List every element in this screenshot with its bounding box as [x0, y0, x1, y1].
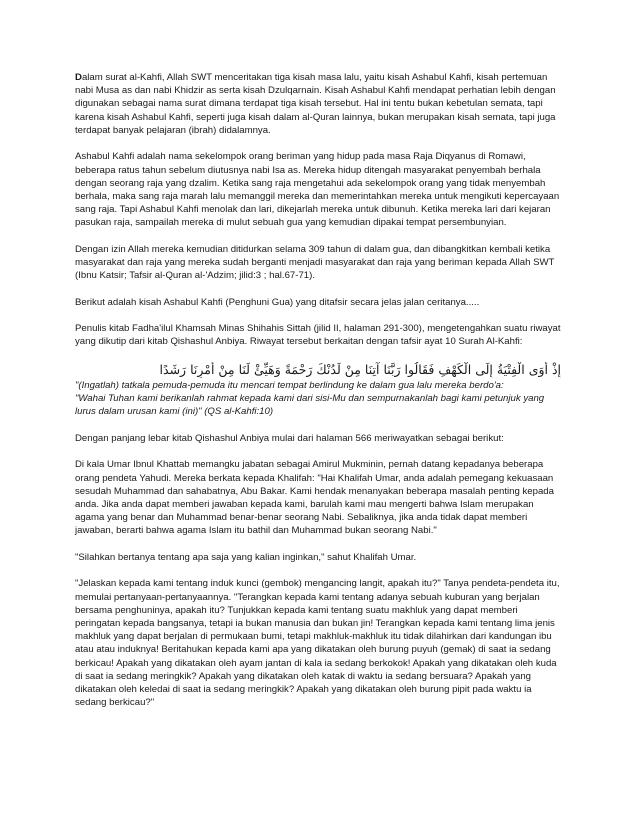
- qishashul-anbiya-paragraph: Dengan panjang lebar kitab Qishashul Anbiya mulai dari halaman 566 meriwayatkan sebagai berikut:: [75, 432, 504, 444]
- sleep-309-years-paragraph: Dengan izin Allah mereka kemudian ditidurkan selama 309 tahun di dalam gua, dan dibangkitkan kembali ketika masyarakat dan raja yang mereka sudah berganti menjadi masyarakat dan raja yang beriman kepada Allah SWT (Ibnu Katsir; Tafsir al-Quran al-'Adzim; jilid:3 ; hal.67-71).: [75, 243, 555, 282]
- story-intro-paragraph: Berikut adalah kisah Ashabul Kahfi (Penghuni Gua) yang ditafsir secara jelas jalan ceritanya.....: [75, 296, 480, 308]
- umar-paragraph: Di kala Umar Ibnul Khattab memangku jabatan sebagai Amirul Mukminin, pernah datang kepadanya beberapa orang pendeta Yahudi. Mereka berkata kepada Khalifah: "Hai Khalifah Umar, anda adalah pemegang kekuasaan sesudah Muhammad dan sahabatnya, Abu Bakar. Kami hendak menanyakan beberapa masalah penting kepada anda. Jika anda dapat memberi jawaban kepada kami, barulah kami mau mengerti bahwa Islam merupakan agama yang benar dan Muhammad benar-benar seorang Nabi. Sebaliknya, jika anda tidak dapat memberi jawaban, berarti bahwa agama Islam itu bathil dan Muhammad bukan seorang Nabi.": [75, 459, 554, 537]
- arabic-verse: إِذْ أَوَى الْفِتْيَةُ إِلَى الْكَهْفِ فَقَالُوا رَبَّنَا آتِنَا مِنْ لَدُنْكَ رَحْمَةً وَهَيِّئْ لَنَا مِنْ أَمْرِنَا رَشَدًا: [159, 361, 561, 377]
- questions-paragraph: "Jelaskan kepada kami tentang induk kunci (gembok) mengancing langit, apakah itu?" Tanya pendeta-pendeta itu, memulai pertanyaan-pertanyaannya. "Terangkan kepada kami tentang adanya sebuah kuburan yang berjalan bersama penghuninya, apakah itu? Tunjukkan kepada kami tentang suatu makhluk yang dapat memberi peringatan kepada bangsanya, tetapi ia bukan manusia dan bukan jin! Terangkan kepada kami tentang lima jenis makhluk yang dapat berjalan di permukaan bumi, tetapi makhluk-makhluk itu tidak dilahirkan dari kandungan ibu atau atau induknya! Beritahukan kepada kami apa yang dikatakan oleh burung puyuh (gemak) di saat ia sedang berkicau! Apakah yang dikatakan oleh ayam jantan di kala ia sedang berkokok! Apakah yang dikatakan oleh kuda di saat ia sedang meringkik? Apakah yang dikatakan oleh katak di waktu ia sedang bersuara? Apakah yang dikatakan oleh keledai di saat ia sedang meringkik? Apakah yang dikatakan oleh burung pipit pada waktu ia sedang berkicau?": [75, 578, 560, 709]
- intro-text: alam surat al-Kahfi, Allah SWT menceritakan tiga kisah masa lalu, yaitu kisah Ashabul Kahfi, kisah pertemuan nabi Musa as dan nabi Khidzir as serta kisah Dzulqarnain. Kisah Ashabul Kahfi mendapat perhatian lebih dengan digunakan sebagai nama surat dimana terdapat tiga kisah tersebut. Hal ini tentu bukan kebetulan semata, tapi karena kisah Ashabul Kahfi, seperti juga kisah dalam al-Quran lainnya, bukan merupakan kisah semata, tapi juga terdapat banyak pelajaran (ibrah) didalamnya.: [75, 72, 556, 136]
- verse-translation: [75, 379, 561, 419]
- intro-first-letter: D: [75, 72, 82, 83]
- document-page: [75, 71, 561, 723]
- intro-paragraph: [75, 71, 561, 137]
- translation-line-1: "(Ingatlah) tatkala pemuda-pemuda itu mencari tempat berlindung ke dalam gua lalu mereka berdo'a:: [75, 379, 504, 391]
- ashabul-kahfi-paragraph: Ashabul Kahfi adalah nama sekelompok orang beriman yang hidup pada masa Raja Diqyanus di Romawi, beberapa ratus tahun sebelum diutusnya nabi Isa as. Mereka hidup ditengah masyarakat penyembah berhala dengan seorang raja yang dzalim. Ketika sang raja mengetahui ada sekelompok orang yang tidak menyembah berhala, maka sang raja marah lalu memanggil mereka dan memerintahkan mereka untuk mengikuti kepercayaan sang raja. Tapi Ashabul Kahfi menolak dan lari, dikejarlah mereka untuk dibunuh. Ketika mereka lari dari kejaran pasukan raja, sampailah mereka di mulut sebuah gua yang kemudian dipakai tempat persembunyian.: [75, 151, 560, 229]
- umar-reply-paragraph: "Silahkan bertanya tentang apa saja yang kalian inginkan," sahut Khalifah Umar.: [75, 551, 417, 563]
- translation-line-2: "Wahai Tuhan kami berikanlah rahmat kepada kami dari sisi-Mu dan sempurnakanlah bagi kami petunjuk yang lurus dalam urusan kami (ini)" (QS al-Kahfi:10): [75, 393, 545, 418]
- source-paragraph: Penulis kitab Fadha'ilul Khamsah Minas Shihahis Sittah (jilid II, halaman 291-300), mengetengahkan suatu riwayat yang dikutip dari kitab Qishashul Anbiya. Riwayat tersebut berkaitan dengan tafsir ayat 10 Surah Al-Kahfi:: [75, 323, 561, 348]
